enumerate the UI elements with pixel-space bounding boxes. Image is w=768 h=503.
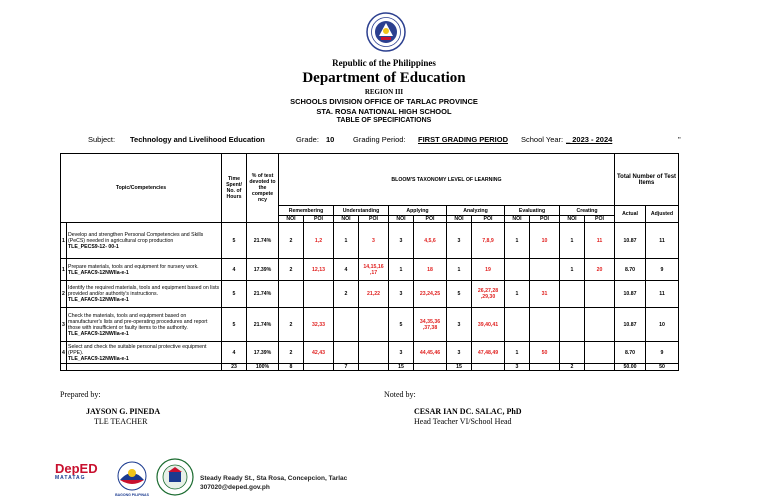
- tos-table: [60, 153, 679, 371]
- row-ana-noi: 3: [447, 308, 472, 342]
- row-time: 4: [222, 259, 247, 281]
- noi-header: NOI: [279, 216, 304, 223]
- grade-value: 10: [326, 135, 335, 144]
- table-row: [61, 342, 679, 364]
- row-ana-poi: 7,8,9: [472, 223, 505, 259]
- row-topic: [67, 342, 222, 364]
- row-rem-noi: 2: [279, 308, 304, 342]
- level-evaluating: Evaluating: [505, 206, 560, 216]
- row-adjusted: 9: [646, 342, 679, 364]
- row-adjusted: 11: [646, 281, 679, 308]
- row-ana-noi: 5: [447, 281, 472, 308]
- row-cre-poi: [585, 281, 615, 308]
- row-rem-poi: 12,13: [304, 259, 334, 281]
- row-ana-noi: 3: [447, 342, 472, 364]
- table-row: [61, 259, 679, 281]
- level-applying: Applying: [389, 206, 447, 216]
- row-cre-poi: 11: [585, 223, 615, 259]
- row-cre-poi: [585, 308, 615, 342]
- total-ana: 15: [447, 364, 472, 371]
- row-code: TLE_PECS9-12- 00-1: [68, 243, 119, 250]
- row-cre-poi: 20: [585, 259, 615, 281]
- row-app-noi: 3: [389, 281, 414, 308]
- row-topic-text: Develop and strengthen Personal Competencies and Skills (PeCS) needed in agricultural crop production: [68, 231, 204, 244]
- row-rem-poi: [304, 281, 334, 308]
- row-app-poi: 4,5,6: [414, 223, 447, 259]
- row-code: TLE_AFAC9-12NWIIa-e-1: [68, 297, 129, 303]
- row-ana-poi: 39,40,41: [472, 308, 505, 342]
- division-text: SCHOOLS DIVISION OFFICE OF TARLAC PROVINCE: [290, 97, 478, 106]
- row-eva-noi: 1: [505, 223, 530, 259]
- row-eva-noi: [505, 308, 530, 342]
- total-adjusted: 50: [646, 364, 679, 371]
- total-app: 15: [389, 364, 414, 371]
- row-adjusted: 10: [646, 308, 679, 342]
- sy-value: _ 2023 - 2024: [566, 135, 613, 144]
- row-topic-text: Select and check the suitable personal protective equipment (PPE).: [68, 343, 207, 356]
- actual-header: Actual: [615, 206, 646, 223]
- row-rem-noi: 2: [279, 342, 304, 364]
- row-app-poi: 34,35,36 ,37,38: [414, 308, 447, 342]
- table-row: [61, 223, 679, 259]
- row-eva-poi: [530, 259, 560, 281]
- row-rem-noi: [279, 281, 304, 308]
- document-title: TABLE OF SPECIFICATIONS: [336, 117, 432, 124]
- row-eva-poi: 50: [530, 342, 560, 364]
- row-rem-noi: 2: [279, 223, 304, 259]
- row-time: 4: [222, 342, 247, 364]
- row-eva-poi: 10: [530, 223, 560, 259]
- row-cre-noi: [560, 281, 585, 308]
- row-topic: [67, 308, 222, 342]
- adjusted-header: Adjusted: [646, 206, 679, 223]
- row-ana-noi: 3: [447, 223, 472, 259]
- row-number: 1: [61, 223, 67, 259]
- period-label: Grading Period:: [353, 135, 406, 144]
- footer-address: Steady Ready St., Sta Rosa, Concepcion, Tarlac: [200, 475, 348, 482]
- school-seal-icon: [156, 458, 194, 496]
- row-adjusted: 11: [646, 223, 679, 259]
- row-app-poi: 18: [414, 259, 447, 281]
- row-rem-noi: 2: [279, 259, 304, 281]
- total-actual: 50.00: [615, 364, 646, 371]
- row-und-poi: 21,22: [359, 281, 389, 308]
- row-adjusted: 9: [646, 259, 679, 281]
- row-pct: 17.39%: [247, 342, 279, 364]
- deped-logo-text: DepED: [55, 461, 98, 476]
- poi-header: POI: [414, 216, 447, 223]
- row-cre-noi: [560, 342, 585, 364]
- deped-matatag-logo: [55, 462, 98, 481]
- noted-name: CESAR IAN DC. SALAC, PhD: [414, 407, 522, 416]
- total-rem: 8: [279, 364, 304, 371]
- row-time: 5: [222, 223, 247, 259]
- row-eva-poi: 31: [530, 281, 560, 308]
- row-actual: 10.87: [615, 308, 646, 342]
- prepared-label: Prepared by:: [60, 390, 101, 399]
- level-creating: Creating: [560, 206, 615, 216]
- department-title: Department of Education: [302, 70, 466, 86]
- prepared-name: JAYSON G. PINEDA: [86, 407, 161, 416]
- row-und-noi: 2: [334, 281, 359, 308]
- row-rem-poi: 42,43: [304, 342, 334, 364]
- poi-header: POI: [585, 216, 615, 223]
- prepared-title: TLE TEACHER: [94, 417, 148, 426]
- row-number: 3: [61, 308, 67, 342]
- total-time: 23: [222, 364, 247, 371]
- row-actual: 10.87: [615, 223, 646, 259]
- subject-value: Technology and Livelihood Education: [130, 135, 265, 144]
- poi-header: POI: [530, 216, 560, 223]
- poi-header: POI: [472, 216, 505, 223]
- bloom-header: BLOOM'S TAXONOMY LEVEL OF LEARNING: [279, 154, 615, 206]
- row-app-noi: 5: [389, 308, 414, 342]
- row-cre-noi: 1: [560, 223, 585, 259]
- row-und-noi: 1: [334, 223, 359, 259]
- level-understanding: Understanding: [334, 206, 389, 216]
- total-header: Total Number of Test Items: [615, 154, 679, 206]
- total-und: 7: [334, 364, 359, 371]
- matatag-logo-text: MATATAG: [55, 475, 86, 481]
- row-topic-text: Check the materials, tools and equipment based on manufacturer's lists and pre-operating procedures and report those with insufficient or faulty items to the authority.: [68, 312, 208, 331]
- total-cre: 2: [560, 364, 585, 371]
- row-ana-noi: 1: [447, 259, 472, 281]
- row-cre-noi: 1: [560, 259, 585, 281]
- row-eva-poi: [530, 308, 560, 342]
- row-und-noi: [334, 308, 359, 342]
- republic-text: Republic of the Philippines: [332, 58, 436, 68]
- deped-seal-icon: [366, 12, 406, 52]
- row-eva-noi: 1: [505, 342, 530, 364]
- row-time: 5: [222, 281, 247, 308]
- row-actual: 8.70: [615, 342, 646, 364]
- topic-header: Topic/Competencies: [61, 154, 222, 223]
- table-row: [61, 308, 679, 342]
- row-app-noi: 1: [389, 259, 414, 281]
- row-topic: [67, 223, 222, 259]
- row-code: TLE_AFAC9-12NWIIa-e-1: [68, 269, 129, 276]
- row-und-noi: 4: [334, 259, 359, 281]
- row-ana-poi: 26,27,28 ,29,30: [472, 281, 505, 308]
- sy-label: School Year:: [521, 135, 564, 144]
- level-remembering: Remembering: [279, 206, 334, 216]
- row-number: 2: [61, 281, 67, 308]
- level-analyzing: Analyzing: [447, 206, 505, 216]
- row-app-poi: 44,45,46: [414, 342, 447, 364]
- row-pct: 17.39%: [247, 259, 279, 281]
- noi-header: NOI: [447, 216, 472, 223]
- row-number: 1: [61, 259, 67, 281]
- region-text: REGION III: [364, 88, 404, 96]
- poi-header: POI: [359, 216, 389, 223]
- noted-title: Head Teacher VI/School Head: [414, 417, 512, 426]
- row-und-poi: [359, 308, 389, 342]
- row-rem-poi: 32,33: [304, 308, 334, 342]
- subject-label: Subject:: [88, 135, 116, 144]
- row-und-noi: [334, 342, 359, 364]
- row-pct: 21.74%: [247, 308, 279, 342]
- row-topic: [67, 281, 222, 308]
- row-eva-noi: [505, 259, 530, 281]
- grade-label: Grade:: [296, 135, 319, 144]
- row-topic-text: Prepare materials, tools and equipment for nursery work.: [68, 263, 199, 270]
- row-code: TLE_AFAC9-12NWIIa-e-1: [68, 355, 129, 362]
- row-time: 5: [222, 308, 247, 342]
- row-topic-text: Identify the required materials, tools and equipment based on lists provided and/or authority's instructions.: [68, 285, 220, 297]
- noted-label: Noted by:: [384, 390, 416, 399]
- row-pct: 21.74%: [247, 223, 279, 259]
- table-row: [61, 281, 679, 308]
- row-rem-poi: 1,2: [304, 223, 334, 259]
- pct-header: % of test devoted to the compete ncy: [247, 154, 279, 223]
- row-code: TLE_AFAC9-12NWIIa-e-1: [68, 330, 129, 337]
- school-name: STA. ROSA NATIONAL HIGH SCHOOL: [316, 107, 452, 116]
- row-actual: 8.70: [615, 259, 646, 281]
- noi-header: NOI: [560, 216, 585, 223]
- row-ana-poi: 19: [472, 259, 505, 281]
- row-eva-noi: 1: [505, 281, 530, 308]
- time-header: Time Spent/ No. of Hours: [222, 154, 247, 223]
- row-und-poi: [359, 342, 389, 364]
- row-ana-poi: 47,48,49: [472, 342, 505, 364]
- total-pct: 100%: [247, 364, 279, 371]
- total-eva: 3: [505, 364, 530, 371]
- poi-header: POI: [304, 216, 334, 223]
- footer-email: 307020@deped.gov.ph: [200, 484, 270, 491]
- bagong-pilipinas-logo-icon: [112, 458, 152, 498]
- row-app-poi: 23,24,25: [414, 281, 447, 308]
- row-und-poi: 14,15,16 ,17: [359, 259, 389, 281]
- row-app-noi: 3: [389, 223, 414, 259]
- row-number: 4: [61, 342, 67, 364]
- row-app-noi: 3: [389, 342, 414, 364]
- quote-mark: ": [678, 135, 681, 144]
- totals-row: [61, 364, 679, 371]
- row-und-poi: 3: [359, 223, 389, 259]
- bagong-pilipinas-text: BAGONG PILIPINAS: [115, 493, 149, 497]
- row-pct: 21.74%: [247, 281, 279, 308]
- row-cre-noi: [560, 308, 585, 342]
- noi-header: NOI: [389, 216, 414, 223]
- noi-header: NOI: [334, 216, 359, 223]
- row-topic: [67, 259, 222, 281]
- period-value: FIRST GRADING PERIOD: [418, 135, 509, 144]
- row-actual: 10.87: [615, 281, 646, 308]
- row-cre-poi: [585, 342, 615, 364]
- noi-header: NOI: [505, 216, 530, 223]
